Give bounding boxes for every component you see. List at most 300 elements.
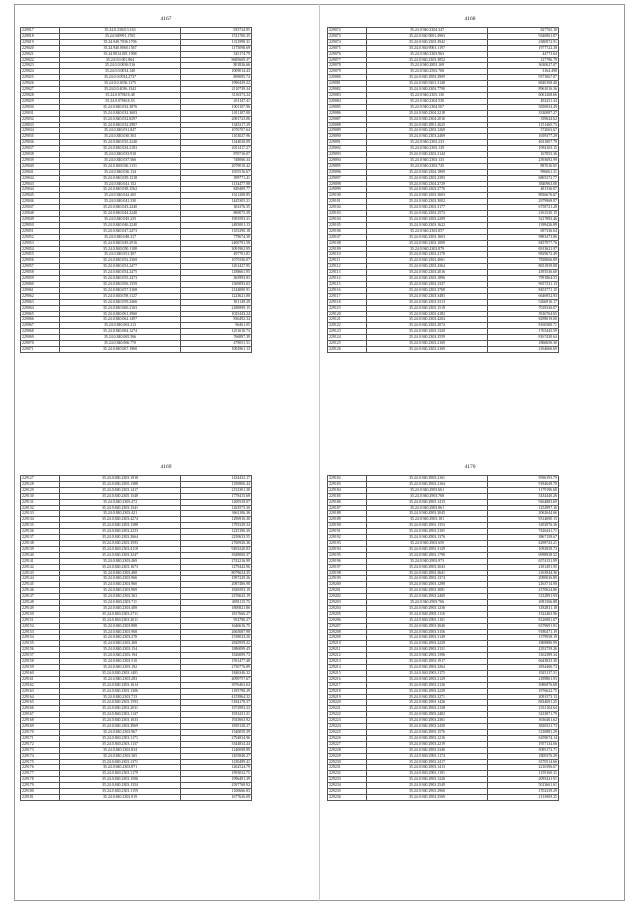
point-id-cell: 229028 (21, 92, 60, 98)
value-cell: 2164666.69 (488, 346, 559, 352)
point-id-cell: 229136 (21, 529, 60, 535)
value-cell: 2820959.22 (181, 641, 252, 647)
code-cell: 35.24.0.940.2903.1576 (367, 729, 488, 735)
table-row (21, 346, 252, 352)
code-cell: 35.24.0.840.038.1562 (60, 187, 181, 193)
code-cell: 35.24.0.840.032.2987 (60, 122, 181, 128)
point-id-cell: 229040 (21, 163, 60, 169)
value-cell: 2163944.36 (488, 570, 559, 576)
point-id-cell: 229045 (21, 193, 60, 199)
code-cell: 35.24.0.940.2903.3149 (367, 635, 488, 641)
code-cell: 35.24.0.940.2903.1374 (367, 576, 488, 582)
code-cell: 35.24.0.840.043.2240 (60, 205, 181, 211)
code-cell: 35.24.0.840.032.8297 (60, 116, 181, 122)
value-cell: 1925137.31 (488, 670, 559, 676)
value-cell: 2794834.96 (181, 735, 252, 741)
value-cell: 1558033.20 (181, 635, 252, 641)
code-cell: 35.24.0.840.066.770 (60, 341, 181, 347)
code-cell: 35.24.0.840.2303.713 (60, 694, 181, 700)
code-cell: 35.24.0.840.056.1359 (60, 281, 181, 287)
point-id-cell: 229050 (21, 222, 60, 228)
code-cell: 35.24.0.940.2903.2129 (367, 676, 488, 682)
code-cell: 35.24.0.940.2903.3046 (367, 623, 488, 629)
point-id-cell: 229103 (328, 211, 367, 217)
point-id-cell: 229112 (328, 264, 367, 270)
value-cell: 2353759.26 (488, 647, 559, 653)
point-id-cell: 229127 (21, 476, 60, 482)
point-id-cell: 229057 (21, 264, 60, 270)
point-id-cell: 229172 (21, 741, 60, 747)
value-cell: 1240698.89 (181, 747, 252, 753)
code-cell: 35.24.0.840.2303.1159 (60, 789, 181, 795)
code-cell: 35.24.0.940.2903.2361 (367, 718, 488, 724)
code-cell: 35.24.0.940.2903.3165 (367, 529, 488, 535)
value-cell: 3630627.07 (488, 63, 559, 69)
code-cell: 35.24.0.840.2303.1171 (60, 735, 181, 741)
point-id-cell: 229216 (328, 676, 367, 682)
point-id-cell: 229076 (328, 51, 367, 57)
code-cell: 35.24.0.840.2303.2711 (60, 611, 181, 617)
code-cell: 35.24.0.940.2303.2776 (367, 187, 488, 193)
code-cell: 35.24.0.840.042.265 (60, 193, 181, 199)
point-id-cell: 229176 (21, 765, 60, 771)
code-cell: 35.24.0.940.2303.2074 (367, 323, 488, 329)
value-cell: 1972993.33 (181, 706, 252, 712)
code-cell: 35.24.0.940.2903.659 (367, 540, 488, 546)
value-cell: 1778415.68 (181, 493, 252, 499)
value-cell: 2250633.55 (181, 535, 252, 541)
point-id-cell: 229179 (21, 783, 60, 789)
code-cell: 35.24.0.840.036.134 (60, 169, 181, 175)
value-cell: 1001107.96 (181, 104, 252, 110)
value-cell: 1103027.96 (181, 134, 252, 140)
value-cell: 492251.34 (488, 98, 559, 104)
code-cell: 35.24.0.940.2903.2229 (367, 688, 488, 694)
point-id-cell: 229185 (328, 493, 367, 499)
point-id-cell: 229041 (21, 169, 60, 175)
point-id-cell: 229214 (328, 665, 367, 671)
point-id-cell: 229164 (21, 694, 60, 700)
code-cell: 35.24.0.940.2903.2909 (367, 75, 488, 81)
value-cell: 8961016.36 (488, 87, 559, 93)
code-cell: 35.24.0.940.2303.3177 (367, 205, 488, 211)
point-id-cell: 229213 (328, 659, 367, 665)
point-id-cell: 229062 (21, 293, 60, 299)
point-id-cell: 229129 (21, 487, 60, 493)
code-cell: 35.24.0.840.039.1218 (60, 175, 181, 181)
value-cell: 1925663.92 (181, 718, 252, 724)
code-cell: 35.24.0.940.2903.1174 (367, 753, 488, 759)
point-id-cell: 229162 (21, 682, 60, 688)
value-cell: 1399426.89 (488, 222, 559, 228)
value-cell: 849409.77 (181, 187, 252, 193)
point-id-cell: 229046 (21, 199, 60, 205)
point-id-cell: 229099 (328, 187, 367, 193)
point-id-cell: 229200 (328, 582, 367, 588)
value-cell: 6840168.40 (488, 81, 559, 87)
value-cell: 1677626.09 (181, 794, 252, 800)
point-id-cell: 229210 (328, 641, 367, 647)
point-id-cell: 229234 (328, 783, 367, 789)
code-cell: 35.24.0.940.2903.181 (367, 517, 488, 523)
code-cell: 35.24.0.840.065.566 (60, 335, 181, 341)
code-cell: 35.24.0.840.2303.1371 (60, 759, 181, 765)
code-cell: 35.24.0.940.2903.3043 (367, 564, 488, 570)
value-cell: 2011417.27 (181, 146, 252, 152)
value-cell: 1531706.35 (181, 33, 252, 39)
value-cell: 479051.51 (181, 341, 252, 347)
value-cell: 1933231.31 (181, 712, 252, 718)
code-cell: 35.24.0.840.2303.4274 (60, 517, 181, 523)
point-id-cell: 229118 (328, 299, 367, 305)
value-cell: 481336.07 (488, 187, 559, 193)
value-cell: 2210396.67 (488, 765, 559, 771)
code-cell: 35.24.0.940.2303.3852 (367, 57, 488, 63)
point-id-cell: 229042 (21, 175, 60, 181)
value-cell: 3916764.65 (488, 311, 559, 317)
value-cell: 3091962.95 (181, 246, 252, 252)
code-cell: 35.24.0.840.034.2103 (60, 146, 181, 152)
code-cell: 35.24.0.940.2903.3081 (367, 588, 488, 594)
point-id-cell: 229036 (21, 140, 60, 146)
code-cell: 35.24.0.840.2303.1401 (60, 670, 181, 676)
point-id-cell: 229095 (328, 163, 367, 169)
code-cell: 35.24.0.840.2303.1673 (60, 564, 181, 570)
value-cell: 1591477.48 (181, 659, 252, 665)
code-cell: 35.24.0.940.2903.3045 (367, 511, 488, 517)
point-id-cell: 229139 (21, 546, 60, 552)
value-cell: 8457977.76 (488, 240, 559, 246)
value-cell: 2834466.73 (488, 665, 559, 671)
point-id-cell: 229026 (21, 81, 60, 87)
code-cell: 35.24.0.940.2903.3641 (367, 570, 488, 576)
code-cell: 35.24.0.940.2903.1413 (367, 765, 488, 771)
point-id-cell: 229163 (21, 688, 60, 694)
code-cell: 35.24.0.840.2303.1354 (60, 783, 181, 789)
value-cell: 4031807.79 (488, 140, 559, 146)
point-id-cell: 229097 (328, 175, 367, 181)
point-id-cell: 229113 (328, 270, 367, 276)
point-id-cell: 229107 (328, 234, 367, 240)
point-id-cell: 229224 (328, 724, 367, 730)
code-cell: 35.24.0.940.2903.2138 (367, 706, 488, 712)
code-cell: 35.24.0.840.035.2240 (60, 140, 181, 146)
value-cell: 809095.74 (181, 75, 252, 81)
point-id-cell: 229198 (328, 570, 367, 576)
point-id-cell: 229227 (328, 741, 367, 747)
value-cell: 1886099.45 (181, 647, 252, 653)
code-cell: 35.24.0.840.2303.969 (60, 588, 181, 594)
value-cell: 1185798.29 (181, 688, 252, 694)
value-cell: 2750776.89 (181, 665, 252, 671)
point-id-cell: 229090 (328, 134, 367, 140)
code-cell: 35.24.0.840.051.307 (60, 252, 181, 258)
value-cell: 6865372.77 (488, 175, 559, 181)
value-cell: 1188661.95 (181, 270, 252, 276)
point-id-cell: 229229 (328, 753, 367, 759)
point-id-cell: 229070 (21, 341, 60, 347)
value-cell: 1957134.66 (488, 741, 559, 747)
point-id-cell: 229117 (328, 293, 367, 299)
value-cell: 1859128.27 (181, 724, 252, 730)
value-cell: 572063.67 (488, 128, 559, 134)
value-cell: 8453771.15 (488, 287, 559, 293)
value-cell: 1094103.15 (488, 146, 559, 152)
point-id-cell: 229160 (21, 670, 60, 676)
point-id-cell: 229134 (21, 517, 60, 523)
code-cell: 35.24.0.940.2303.745 (367, 163, 488, 169)
point-id-cell: 229236 (328, 794, 367, 800)
code-cell: 35.24.0.840.2303.408 (60, 605, 181, 611)
code-cell: 35.24.0.840.2303.1306 (60, 688, 181, 694)
point-id-cell: 229177 (21, 771, 60, 777)
value-cell: 1659377.29 (488, 134, 559, 140)
point-id-cell: 229075 (328, 45, 367, 51)
value-cell: 2095421.91 (488, 777, 559, 783)
point-id-cell: 229068 (21, 329, 60, 335)
code-cell: 35.24.0.840.031.847 (60, 128, 181, 134)
value-cell: 2091573.13 (488, 694, 559, 700)
code-cell: 35.24.0.840.2303.1614 (60, 682, 181, 688)
point-id-cell: 229060 (21, 281, 60, 287)
code-cell: 35.24.0.840.041.152 (60, 181, 181, 187)
code-cell: 35.24.0.940.2303.3942 (367, 39, 488, 45)
code-cell: 35.24.0.940.2903.2164 (367, 481, 488, 487)
data-table-4169 (20, 475, 252, 801)
value-cell: 1976622.75 (488, 688, 559, 694)
value-cell: 1159160.31 (488, 771, 559, 777)
point-id-cell: 229145 (21, 582, 60, 588)
code-cell: 35.24.0.840.036.1131 (60, 163, 181, 169)
value-cell: 2181491.95 (488, 564, 559, 570)
value-cell: 2079010.42 (181, 163, 252, 169)
code-cell: 35.24.0.840.2303.1033 (60, 718, 181, 724)
point-id-cell: 229149 (21, 605, 60, 611)
code-cell: 35.24.0.940.2303.3483 (367, 293, 488, 299)
point-id-cell: 229168 (21, 718, 60, 724)
value-cell: 9883473.86 (488, 234, 559, 240)
point-id-cell: 229115 (328, 281, 367, 287)
code-cell: 35.24.0.840.2303.1918 (60, 476, 181, 482)
code-cell: 35.24.0.940.2903.2126 (367, 682, 488, 688)
point-id-cell: 229195 (328, 552, 367, 558)
point-id-cell: 229182 (328, 476, 367, 482)
code-cell: 35.24.0.940.2303.3313 (367, 299, 488, 305)
value-cell: 869073.39 (181, 211, 252, 217)
code-cell: 35.24.0.940.2303.2209 (367, 217, 488, 223)
value-cell: 1997229.36 (181, 576, 252, 582)
code-cell: 35.24.0.840.2303.711 (60, 600, 181, 606)
value-cell: 6913621.97 (488, 246, 559, 252)
code-cell: 35.24.940.7036.1706 (60, 39, 181, 45)
code-cell: 35.24.0.840.047.2473 (60, 228, 181, 234)
code-cell: 35.24.0.940.2303.2169 (367, 341, 488, 347)
value-cell: 1356966.44 (181, 481, 252, 487)
value-cell: 7991864.53 (488, 276, 559, 282)
code-cell: 35.24.0.840.037.566 (60, 157, 181, 163)
value-cell: 6061268.66 (488, 92, 559, 98)
value-cell: 6379691.91 (488, 623, 559, 629)
point-id-cell: 229191 (328, 529, 367, 535)
code-cell: 35.24.0.940.2901.2625 (367, 122, 488, 128)
point-id-cell: 229035 (21, 134, 60, 140)
code-cell: 35.24.0.940.2303.4061 (367, 258, 488, 264)
value-cell: 2189861.93 (488, 676, 559, 682)
code-cell: 35.24.0.840.2303.888 (60, 623, 181, 629)
code-cell: 35.24.0.0.0036.516 (60, 63, 181, 69)
point-id-cell: 229223 (328, 718, 367, 724)
value-cell: 3116373.24 (181, 92, 252, 98)
point-id-cell: 229150 (21, 611, 60, 617)
code-cell: 35.24.0.840.059.2466 (60, 299, 181, 305)
code-cell: 35.24.0.940.2903.1101 (367, 617, 488, 623)
code-cell: 35.24.949991.1765 (60, 33, 181, 39)
code-cell: 35.24.940.0060.1567 (60, 45, 181, 51)
code-cell: 35.24.0.940.2303.133 (367, 157, 488, 163)
code-cell: 35.24.0.940.2903.768 (367, 493, 488, 499)
value-cell: 345174.79 (181, 51, 252, 57)
code-cell: 35.24.0.940.2303.4364 (367, 264, 488, 270)
code-cell: 35.24.0.840.2303.4118 (60, 546, 181, 552)
point-id-cell: 229058 (21, 270, 60, 276)
code-cell: 35.24.0.840.2303.472 (60, 499, 181, 505)
point-id-cell: 229114 (328, 276, 367, 282)
value-cell: 1763445.59 (488, 329, 559, 335)
value-cell: 6574151.99 (488, 558, 559, 564)
point-id-cell: 229037 (21, 146, 60, 152)
value-cell: 1846346.32 (181, 670, 252, 676)
code-cell: 35.24.0.940.2903.3346 (367, 747, 488, 753)
value-cell: 3370514.66 (488, 759, 559, 765)
value-cell: 801826.66 (181, 63, 252, 69)
code-cell: 35.24.0.840.2303.154 (60, 647, 181, 653)
value-cell: 1344020.09 (181, 140, 252, 146)
code-cell: 35.24.0.940.2303.2169 (367, 346, 488, 352)
point-id-cell: 229170 (21, 729, 60, 735)
code-cell: 35.24.0.940.2303.2573 (367, 211, 488, 217)
point-id-cell: 229203 (328, 600, 367, 606)
value-cell: 1866656.30 (488, 341, 559, 347)
value-cell: 766897.39 (181, 335, 252, 341)
value-cell: 7426441.71 (488, 529, 559, 535)
code-cell: 35.24.0.840.060.2163 (60, 305, 181, 311)
code-cell: 35.24.0.840.049.2916 (60, 240, 181, 246)
point-id-cell: 229094 (328, 157, 367, 163)
value-cell: 2400791.58 (181, 240, 252, 246)
value-cell: 3292976.36 (488, 523, 559, 529)
data-table-4168 (327, 27, 559, 353)
code-cell: 35.24.0.940.2303.130 (367, 92, 488, 98)
point-id-cell: 229034 (21, 128, 60, 134)
point-id-cell: 229083 (328, 92, 367, 98)
point-id-cell: 229153 (21, 629, 60, 635)
code-cell: 35.24.0.840.057.3168 (60, 287, 181, 293)
point-id-cell: 229133 (21, 511, 60, 517)
value-cell: 2665687.98 (181, 629, 252, 635)
value-cell: 3976463.64 (181, 682, 252, 688)
point-id-cell: 229081 (328, 81, 367, 87)
code-cell: 35.24.0.840.033.910 (60, 152, 181, 158)
table-row (21, 794, 252, 800)
value-cell: 836492.34 (181, 317, 252, 323)
point-id-cell: 229161 (21, 676, 60, 682)
value-cell: 1455846.27 (181, 753, 252, 759)
code-cell: 35.24.0.940.2903.1376 (367, 535, 488, 541)
point-id-cell: 229044 (21, 187, 60, 193)
point-id-cell: 229187 (328, 505, 367, 511)
point-id-cell: 229082 (328, 87, 367, 93)
code-cell: 35.24.0.840.053.2477 (60, 264, 181, 270)
value-cell: 1311998.31 (181, 39, 252, 45)
value-cell: 8651839.08 (488, 264, 559, 270)
code-cell: 35.24.0.840.2303.2969 (60, 724, 181, 730)
point-id-cell: 229064 (21, 305, 60, 311)
code-cell: 35.24.0.940.2303.233 (367, 140, 488, 146)
value-cell: 1322463.96 (488, 611, 559, 617)
value-cell: 8298019.00 (488, 317, 559, 323)
value-cell: 1201427.95 (181, 264, 252, 270)
point-id-cell: 229031 (21, 110, 60, 116)
point-id-cell: 229147 (21, 594, 60, 600)
point-id-cell: 229077 (328, 57, 367, 63)
point-id-cell: 229186 (328, 499, 367, 505)
code-cell: 35.24.0.840.044.2240 (60, 211, 181, 217)
point-id-cell: 229199 (328, 576, 367, 582)
code-cell: 35.24.0.940.2903.3271 (367, 694, 488, 700)
value-cell: 1990439.22 (181, 81, 252, 87)
code-cell: 35.24.0.840.2303.468 (60, 570, 181, 576)
value-cell: 1151465.73 (488, 122, 559, 128)
code-cell: 35.24.0.940.2903.1917 (367, 659, 488, 665)
point-id-cell: 229116 (328, 287, 367, 293)
value-cell: 9373067.07 (488, 75, 559, 81)
code-cell: 35.24.0.840.2303.2664 (60, 535, 181, 541)
point-id-cell: 229055 (21, 252, 60, 258)
value-cell: 2742216.99 (181, 558, 252, 564)
value-cell: 9346901.87 (488, 33, 559, 39)
code-cell: 35.24.0.840.2303.834 (60, 747, 181, 753)
value-cell: 1579938.19 (488, 635, 559, 641)
code-cell: 35.24.0.940.2503.768 (367, 69, 488, 75)
value-cell: 1903593.31 (181, 217, 252, 223)
code-cell: 35.24.0.840.041.330 (60, 199, 181, 205)
code-cell: 35.24.0.840.2303.967 (60, 729, 181, 735)
point-id-cell: 229180 (21, 789, 60, 795)
code-cell: 35.24.0.840.2303.960 (60, 582, 181, 588)
code-cell: 35.24.0.840.2303.278 (60, 635, 181, 641)
value-cell: 1800821.86 (181, 605, 252, 611)
value-cell: 1134477.98 (181, 181, 252, 187)
point-id-cell: 229181 (21, 794, 60, 800)
value-cell: 9829672.49 (488, 252, 559, 258)
code-cell: 35.24.0.940.9001.1197 (367, 45, 488, 51)
point-id-cell: 229020 (21, 45, 60, 51)
point-id-cell: 229017 (21, 28, 60, 34)
point-id-cell: 229231 (328, 765, 367, 771)
code-cell: 35.24.0.940.2903.1396 (367, 653, 488, 659)
code-cell: 35.24.0.940.2903.1236 (367, 605, 488, 611)
point-id-cell: 229171 (21, 735, 60, 741)
point-id-cell: 229218 (328, 688, 367, 694)
code-cell: 35.24.0.940.2303.2393 (367, 175, 488, 181)
value-cell: 1175098.69 (181, 45, 252, 51)
value-cell: 1262524.79 (181, 765, 252, 771)
code-cell: 35.24.0.840.2303.1388 (60, 523, 181, 529)
value-cell: 5266916.17 (488, 299, 559, 305)
code-cell: 35.24.0.840.062.1497 (60, 317, 181, 323)
code-cell: 35.24.0.940.2903.1298 (367, 582, 488, 588)
point-id-cell: 229066 (21, 317, 60, 323)
